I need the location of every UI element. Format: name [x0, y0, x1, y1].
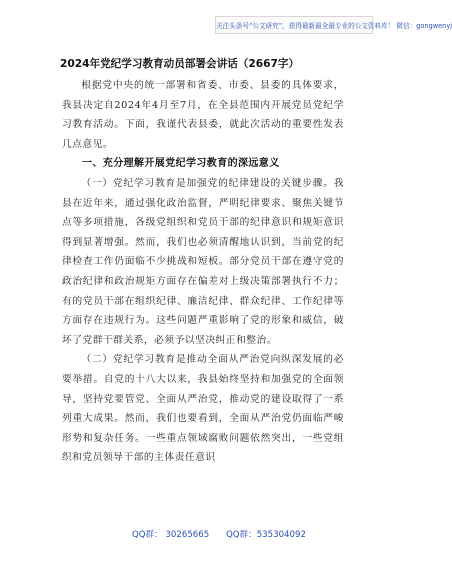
document-body [62, 76, 344, 468]
intro-paragraph: 根据党中央的统一部署和省委、市委、县委的具体要求，我县决定自2024年4月至7月，在全县范围内开展党员党纪学习教育活动。下面，我谨代表县委，就此次活动的重要性发表几点意见。 [62, 80, 344, 150]
promo-banner: 关注头条号“公文研究”，获得最新最全最专业的公文资料库！ 微信：gongwenyj [215, 16, 373, 34]
footer-contact [0, 524, 408, 542]
qq-group-2: QQ群：535304092 [226, 530, 306, 540]
section-heading: 一、充分理解开展党纪学习教育的深远意义 [82, 158, 280, 170]
qq-group-1: QQ群： 30265665 [132, 530, 210, 540]
paragraph-2: （二）党纪学习教育是推动全面从严治党向纵深发展的必要举措。自党的十八大以来，我县始终坚持和加强党的全面领导，坚持党要管党、全面从严治党，推动党的建设取得了一系列重大成果。然而，我们也要看到，全面从严治党仍面临严峻形势和复杂任务。一些重点领域腐败问题依然突出，一些党组织和党员领导干部的主体责任意识 [62, 354, 344, 464]
paragraph-1: （一）党纪学习教育是加强党的纪律建设的关键步骤。我县在近年来，通过强化政治监督，严明纪律要求、聚焦关键节点等多项措施，各级党组织和党员干部的纪律意识和规矩意识得到显著增强。然而，我们也必须清醒地认识到，当前党的纪律检查工作仍面临不少挑战和短板。部分党员干部在遵守党的政治纪律和政治规矩方面存在偏差对上级决策部署执行不力；有的党员干部在组织纪律、廉洁纪律、群众纪律、工作纪律等方面存在违规行为。这些问题严重影响了党的形象和威信，破坏了党群干群关系，必须予以坚决纠正和整治。 [62, 177, 344, 346]
document-title: 2024年党纪学习教育动员部署会讲话（2667字） [60, 58, 300, 70]
